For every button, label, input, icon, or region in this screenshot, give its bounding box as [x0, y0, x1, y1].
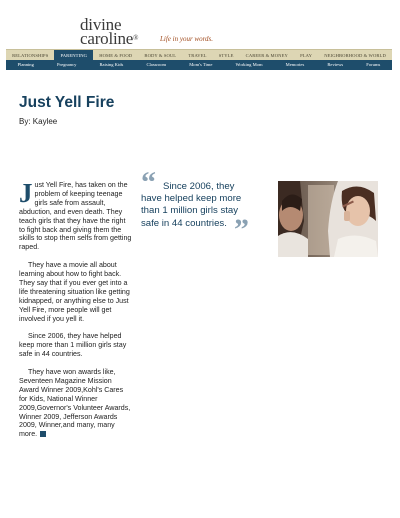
nav-item-parenting[interactable]: PARENTING [54, 50, 93, 61]
secondary-nav [6, 60, 392, 70]
end-of-article-mark [40, 431, 46, 437]
nav-item-neighborhood-world[interactable]: NEIGHBORHOOD & WORLD [324, 52, 386, 58]
subnav-item-memories[interactable]: Memories [285, 62, 305, 67]
logo-trademark: ® [133, 34, 139, 42]
primary-nav [6, 49, 392, 60]
article-title: Just Yell Fire [19, 94, 115, 111]
article-body [19, 178, 133, 448]
drop-cap: J [19, 178, 33, 208]
open-quote-icon: “ [141, 166, 156, 199]
subnav-item-working-mom[interactable]: Working Mom [235, 62, 263, 67]
photo-girl-applying-makeup [278, 181, 378, 257]
subnav-item-raising-kids[interactable]: Raising Kids [99, 62, 124, 67]
nav-item-home-food[interactable]: HOME & FOOD [99, 52, 133, 58]
article-byline: By: Kaylee [19, 117, 58, 126]
article-paragraph-1 [19, 178, 133, 252]
subnav-item-forums[interactable]: Forums [366, 62, 381, 67]
logo-line-2-text: caroline [80, 29, 134, 48]
nav-item-travel[interactable]: TRAVEL [188, 52, 207, 58]
logo-tagline: Life in your words. [160, 35, 214, 43]
subnav-item-pregnancy[interactable]: Pregnancy [56, 62, 77, 67]
close-quote-icon: ” [234, 213, 249, 246]
subnav-item-classroom[interactable]: Classroom [146, 62, 167, 67]
article-paragraph-3: Since 2006, they have helped keep more than 1 million girls stay safe in 44 countries. [19, 332, 127, 359]
nav-item-style[interactable]: STYLE [218, 52, 234, 58]
article-paragraph-4 [19, 368, 133, 439]
nav-item-body-soul[interactable]: BODY & SOUL [144, 52, 177, 58]
article-photo [278, 181, 378, 257]
article-paragraph-2: They have a movie all about learning about how to fight back. They say that if you ever get into a life threatening situation like getting kidnapped, or anything else to Just Yell Fire, more people will get involved if you yell it. [19, 261, 130, 323]
site-logo[interactable] [80, 17, 320, 47]
pull-quote [141, 166, 259, 246]
subnav-item-moms-time[interactable]: Mom's Time [189, 62, 213, 67]
nav-item-career-money[interactable]: CAREER & MONEY [245, 52, 288, 58]
logo-line-2 [80, 31, 138, 46]
nav-item-relationships[interactable]: RELATIONSHIPS [12, 52, 49, 58]
subnav-item-planning[interactable]: Planning [17, 62, 34, 67]
pull-quote-text: Since 2006, they have helped keep more than 1 million girls stay safe in 44 countries. [141, 181, 242, 229]
logo-line-1: divine [80, 15, 122, 34]
subnav-item-reviews[interactable]: Reviews [327, 62, 344, 67]
paragraph-1-text: ust Yell Fire, has taken on the problem of keeping teenage girls safe from assault, abduction, and even death. They teach girls that they have the right to fight back and giving them the skills to stop them selfs from getting raped. [19, 181, 132, 252]
paragraph-4-text: They have won awards like, Seventeen Magazine Mission Award Winner 2009,Kohl's Cares for Kids, National Winner 2009,Governor's Volunteer Awards, Winner 2009, Jefferson Awards 2009, Winner,and many, many more. [19, 367, 131, 439]
nav-item-play[interactable]: PLAY [300, 52, 313, 58]
